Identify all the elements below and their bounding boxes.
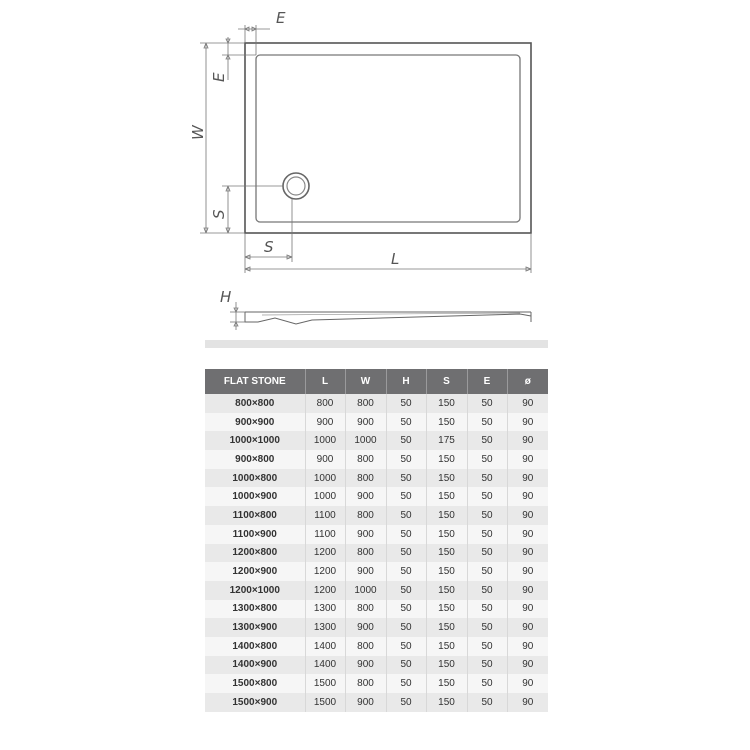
cell-e: 50 bbox=[467, 562, 507, 581]
dimension-e-top bbox=[238, 25, 270, 55]
table-row bbox=[205, 693, 548, 712]
cell-w: 1000 bbox=[345, 581, 386, 600]
cell-model: 1400×800 bbox=[205, 637, 305, 656]
cell-h: 50 bbox=[386, 487, 426, 506]
cell-model: 1500×900 bbox=[205, 693, 305, 712]
cell-s: 150 bbox=[426, 544, 467, 563]
cell-model: 900×800 bbox=[205, 450, 305, 469]
cell-w: 900 bbox=[345, 525, 386, 544]
table-row bbox=[205, 469, 548, 488]
cell-model: 1000×1000 bbox=[205, 431, 305, 450]
cell-e: 50 bbox=[467, 618, 507, 637]
cell-s: 150 bbox=[426, 600, 467, 619]
cell-h: 50 bbox=[386, 693, 426, 712]
table-row bbox=[205, 431, 548, 450]
cell-w: 900 bbox=[345, 413, 386, 432]
cell-diameter: 90 bbox=[507, 506, 548, 525]
cell-e: 50 bbox=[467, 544, 507, 563]
cell-model: 1300×800 bbox=[205, 600, 305, 619]
table-row bbox=[205, 618, 548, 637]
cell-w: 1000 bbox=[345, 431, 386, 450]
dimensions-table bbox=[205, 369, 548, 712]
label-w: W bbox=[189, 125, 207, 140]
table-row bbox=[205, 544, 548, 563]
cell-e: 50 bbox=[467, 581, 507, 600]
table-row bbox=[205, 637, 548, 656]
cell-diameter: 90 bbox=[507, 600, 548, 619]
cell-l: 1000 bbox=[305, 431, 345, 450]
tray-side-profile bbox=[245, 312, 531, 324]
cell-s: 150 bbox=[426, 637, 467, 656]
cell-s: 150 bbox=[426, 581, 467, 600]
cell-l: 1400 bbox=[305, 656, 345, 675]
cell-e: 50 bbox=[467, 413, 507, 432]
drain-icon bbox=[283, 173, 309, 199]
cell-diameter: 90 bbox=[507, 413, 548, 432]
cell-e: 50 bbox=[467, 469, 507, 488]
cell-model: 1200×800 bbox=[205, 544, 305, 563]
cell-e: 50 bbox=[467, 506, 507, 525]
section-divider bbox=[205, 340, 548, 348]
cell-w: 800 bbox=[345, 506, 386, 525]
header-diameter: ø bbox=[507, 369, 548, 394]
cell-e: 50 bbox=[467, 674, 507, 693]
cell-h: 50 bbox=[386, 450, 426, 469]
table-row bbox=[205, 656, 548, 675]
cell-h: 50 bbox=[386, 674, 426, 693]
cell-diameter: 90 bbox=[507, 562, 548, 581]
cell-w: 800 bbox=[345, 674, 386, 693]
cell-h: 50 bbox=[386, 506, 426, 525]
table-header-row bbox=[205, 369, 548, 394]
dimension-s-side bbox=[222, 186, 283, 233]
cell-model: 900×900 bbox=[205, 413, 305, 432]
dimension-h bbox=[230, 302, 245, 330]
cell-h: 50 bbox=[386, 413, 426, 432]
cell-l: 1000 bbox=[305, 487, 345, 506]
cell-s: 150 bbox=[426, 525, 467, 544]
cell-w: 900 bbox=[345, 487, 386, 506]
cell-e: 50 bbox=[467, 431, 507, 450]
cell-h: 50 bbox=[386, 637, 426, 656]
cell-model: 1400×900 bbox=[205, 656, 305, 675]
cell-h: 50 bbox=[386, 600, 426, 619]
cell-w: 800 bbox=[345, 394, 386, 413]
cell-diameter: 90 bbox=[507, 618, 548, 637]
cell-e: 50 bbox=[467, 637, 507, 656]
cell-w: 900 bbox=[345, 693, 386, 712]
shower-tray-drawing bbox=[0, 0, 750, 350]
cell-s: 150 bbox=[426, 394, 467, 413]
cell-l: 800 bbox=[305, 394, 345, 413]
tray-inner-basin bbox=[256, 55, 520, 222]
cell-diameter: 90 bbox=[507, 394, 548, 413]
cell-e: 50 bbox=[467, 693, 507, 712]
cell-s: 150 bbox=[426, 656, 467, 675]
label-h: H bbox=[220, 288, 232, 306]
cell-l: 1200 bbox=[305, 544, 345, 563]
cell-h: 50 bbox=[386, 431, 426, 450]
header-s: S bbox=[426, 369, 467, 394]
header-e: E bbox=[467, 369, 507, 394]
cell-diameter: 90 bbox=[507, 450, 548, 469]
cell-diameter: 90 bbox=[507, 544, 548, 563]
tray-outer-outline bbox=[245, 43, 531, 233]
cell-l: 1200 bbox=[305, 562, 345, 581]
cell-diameter: 90 bbox=[507, 487, 548, 506]
table-row bbox=[205, 562, 548, 581]
cell-s: 150 bbox=[426, 562, 467, 581]
header-h: H bbox=[386, 369, 426, 394]
label-e-top: E bbox=[276, 9, 286, 27]
cell-s: 150 bbox=[426, 413, 467, 432]
cell-l: 1300 bbox=[305, 600, 345, 619]
cell-model: 1100×800 bbox=[205, 506, 305, 525]
cell-w: 800 bbox=[345, 469, 386, 488]
table-row bbox=[205, 413, 548, 432]
cell-l: 1200 bbox=[305, 581, 345, 600]
cell-diameter: 90 bbox=[507, 525, 548, 544]
cell-e: 50 bbox=[467, 525, 507, 544]
cell-l: 900 bbox=[305, 413, 345, 432]
cell-l: 1500 bbox=[305, 693, 345, 712]
cell-model: 1300×900 bbox=[205, 618, 305, 637]
cell-s: 150 bbox=[426, 674, 467, 693]
table-row bbox=[205, 450, 548, 469]
cell-model: 1200×900 bbox=[205, 562, 305, 581]
cell-s: 150 bbox=[426, 506, 467, 525]
label-s-side: S bbox=[210, 209, 228, 219]
cell-s: 150 bbox=[426, 693, 467, 712]
cell-e: 50 bbox=[467, 450, 507, 469]
cell-diameter: 90 bbox=[507, 656, 548, 675]
cell-e: 50 bbox=[467, 487, 507, 506]
table-row bbox=[205, 600, 548, 619]
cell-diameter: 90 bbox=[507, 674, 548, 693]
header-w: W bbox=[345, 369, 386, 394]
cell-model: 800×800 bbox=[205, 394, 305, 413]
dimension-s-bottom bbox=[245, 199, 292, 273]
cell-l: 1100 bbox=[305, 506, 345, 525]
cell-h: 50 bbox=[386, 581, 426, 600]
cell-h: 50 bbox=[386, 525, 426, 544]
cell-diameter: 90 bbox=[507, 431, 548, 450]
cell-h: 50 bbox=[386, 394, 426, 413]
cell-diameter: 90 bbox=[507, 637, 548, 656]
cell-s: 175 bbox=[426, 431, 467, 450]
cell-l: 1000 bbox=[305, 469, 345, 488]
cell-s: 150 bbox=[426, 618, 467, 637]
cell-w: 800 bbox=[345, 600, 386, 619]
cell-h: 50 bbox=[386, 618, 426, 637]
label-l: L bbox=[391, 250, 400, 268]
table-row bbox=[205, 394, 548, 413]
cell-e: 50 bbox=[467, 656, 507, 675]
cell-diameter: 90 bbox=[507, 581, 548, 600]
cell-s: 150 bbox=[426, 469, 467, 488]
cell-h: 50 bbox=[386, 656, 426, 675]
cell-model: 1500×800 bbox=[205, 674, 305, 693]
cell-l: 1500 bbox=[305, 674, 345, 693]
table-row bbox=[205, 506, 548, 525]
cell-h: 50 bbox=[386, 562, 426, 581]
table-row bbox=[205, 487, 548, 506]
cell-w: 800 bbox=[345, 450, 386, 469]
cell-model: 1200×1000 bbox=[205, 581, 305, 600]
cell-diameter: 90 bbox=[507, 469, 548, 488]
cell-s: 150 bbox=[426, 450, 467, 469]
cell-l: 1300 bbox=[305, 618, 345, 637]
table-body bbox=[205, 394, 548, 712]
label-s-bottom: S bbox=[264, 238, 274, 256]
cell-model: 1100×900 bbox=[205, 525, 305, 544]
cell-w: 800 bbox=[345, 637, 386, 656]
cell-e: 50 bbox=[467, 600, 507, 619]
cell-diameter: 90 bbox=[507, 693, 548, 712]
cell-w: 900 bbox=[345, 656, 386, 675]
header-model: FLAT STONE bbox=[205, 369, 305, 394]
cell-w: 800 bbox=[345, 544, 386, 563]
table-row bbox=[205, 674, 548, 693]
table-row bbox=[205, 525, 548, 544]
cell-w: 900 bbox=[345, 562, 386, 581]
cell-h: 50 bbox=[386, 469, 426, 488]
cell-e: 50 bbox=[467, 394, 507, 413]
cell-l: 1400 bbox=[305, 637, 345, 656]
cell-model: 1000×800 bbox=[205, 469, 305, 488]
header-l: L bbox=[305, 369, 345, 394]
cell-model: 1000×900 bbox=[205, 487, 305, 506]
cell-s: 150 bbox=[426, 487, 467, 506]
cell-h: 50 bbox=[386, 544, 426, 563]
cell-l: 900 bbox=[305, 450, 345, 469]
dimension-l bbox=[245, 233, 531, 273]
table-row bbox=[205, 581, 548, 600]
cell-w: 900 bbox=[345, 618, 386, 637]
label-e-side: E bbox=[210, 72, 228, 82]
cell-l: 1100 bbox=[305, 525, 345, 544]
